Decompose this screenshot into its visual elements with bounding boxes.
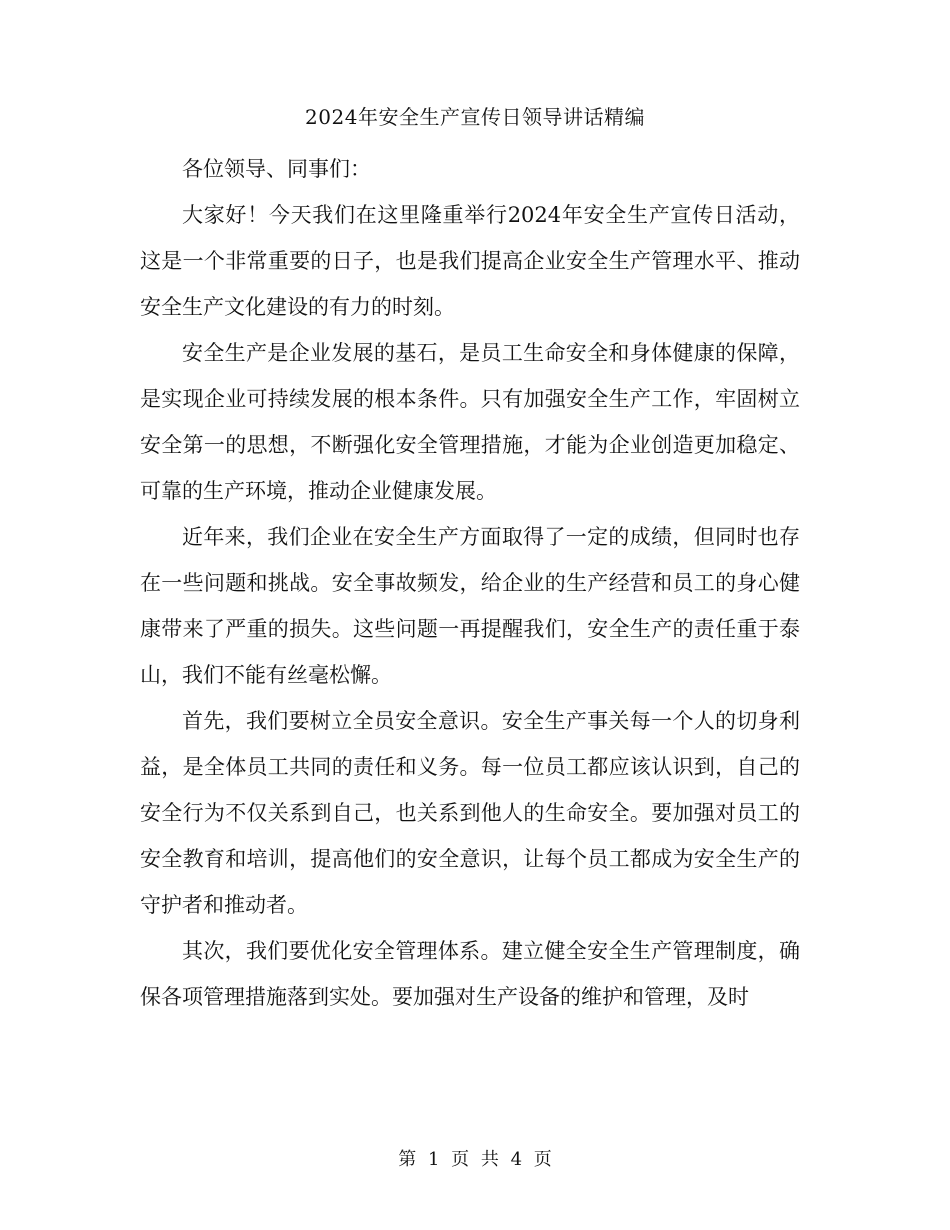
salutation: 各位领导、同事们：	[182, 157, 371, 181]
paragraph: 大家好！今天我们在这里隆重举行2024年安全生产宣传日活动，这是一个非常重要的日子，也是我们提高企业安全生产管理水平、推动安全生产文化建设的有力的时刻。	[140, 203, 800, 319]
paragraph: 首先，我们要树立全员安全意识。安全生产事关每一个人的切身利益，是全体员工共同的责任和义务。每一位员工都应该认识到，自己的安全行为不仅关系到自己，也关系到他人的生命安全。要加强对员工的安全教育和培训，提高他们的安全意识，让每个员工都成为安全生产的守护者和推动者。	[140, 709, 800, 917]
document-title: 2024年安全生产宣传日领导讲话精编	[305, 105, 645, 129]
page-number: 第 1 页 共 4 页	[398, 1149, 552, 1170]
paragraph: 其次，我们要优化安全管理体系。建立健全安全生产管理制度，确保各项管理措施落到实处。要加强对生产设备的维护和管理，及时	[140, 939, 800, 1009]
paragraph: 安全生产是企业发展的基石，是员工生命安全和身体健康的保障，是实现企业可持续发展的根本条件。只有加强安全生产工作，牢固树立安全第一的思想，不断强化安全管理措施，才能为企业创造更加稳定、可靠的生产环境，推动企业健康发展。	[140, 341, 800, 503]
paragraph: 近年来，我们企业在安全生产方面取得了一定的成绩，但同时也存在一些问题和挑战。安全事故频发，给企业的生产经营和员工的身心健康带来了严重的损失。这些问题一再提醒我们，安全生产的责任重于泰山，我们不能有丝毫松懈。	[140, 525, 800, 687]
document-body	[140, 146, 800, 1020]
